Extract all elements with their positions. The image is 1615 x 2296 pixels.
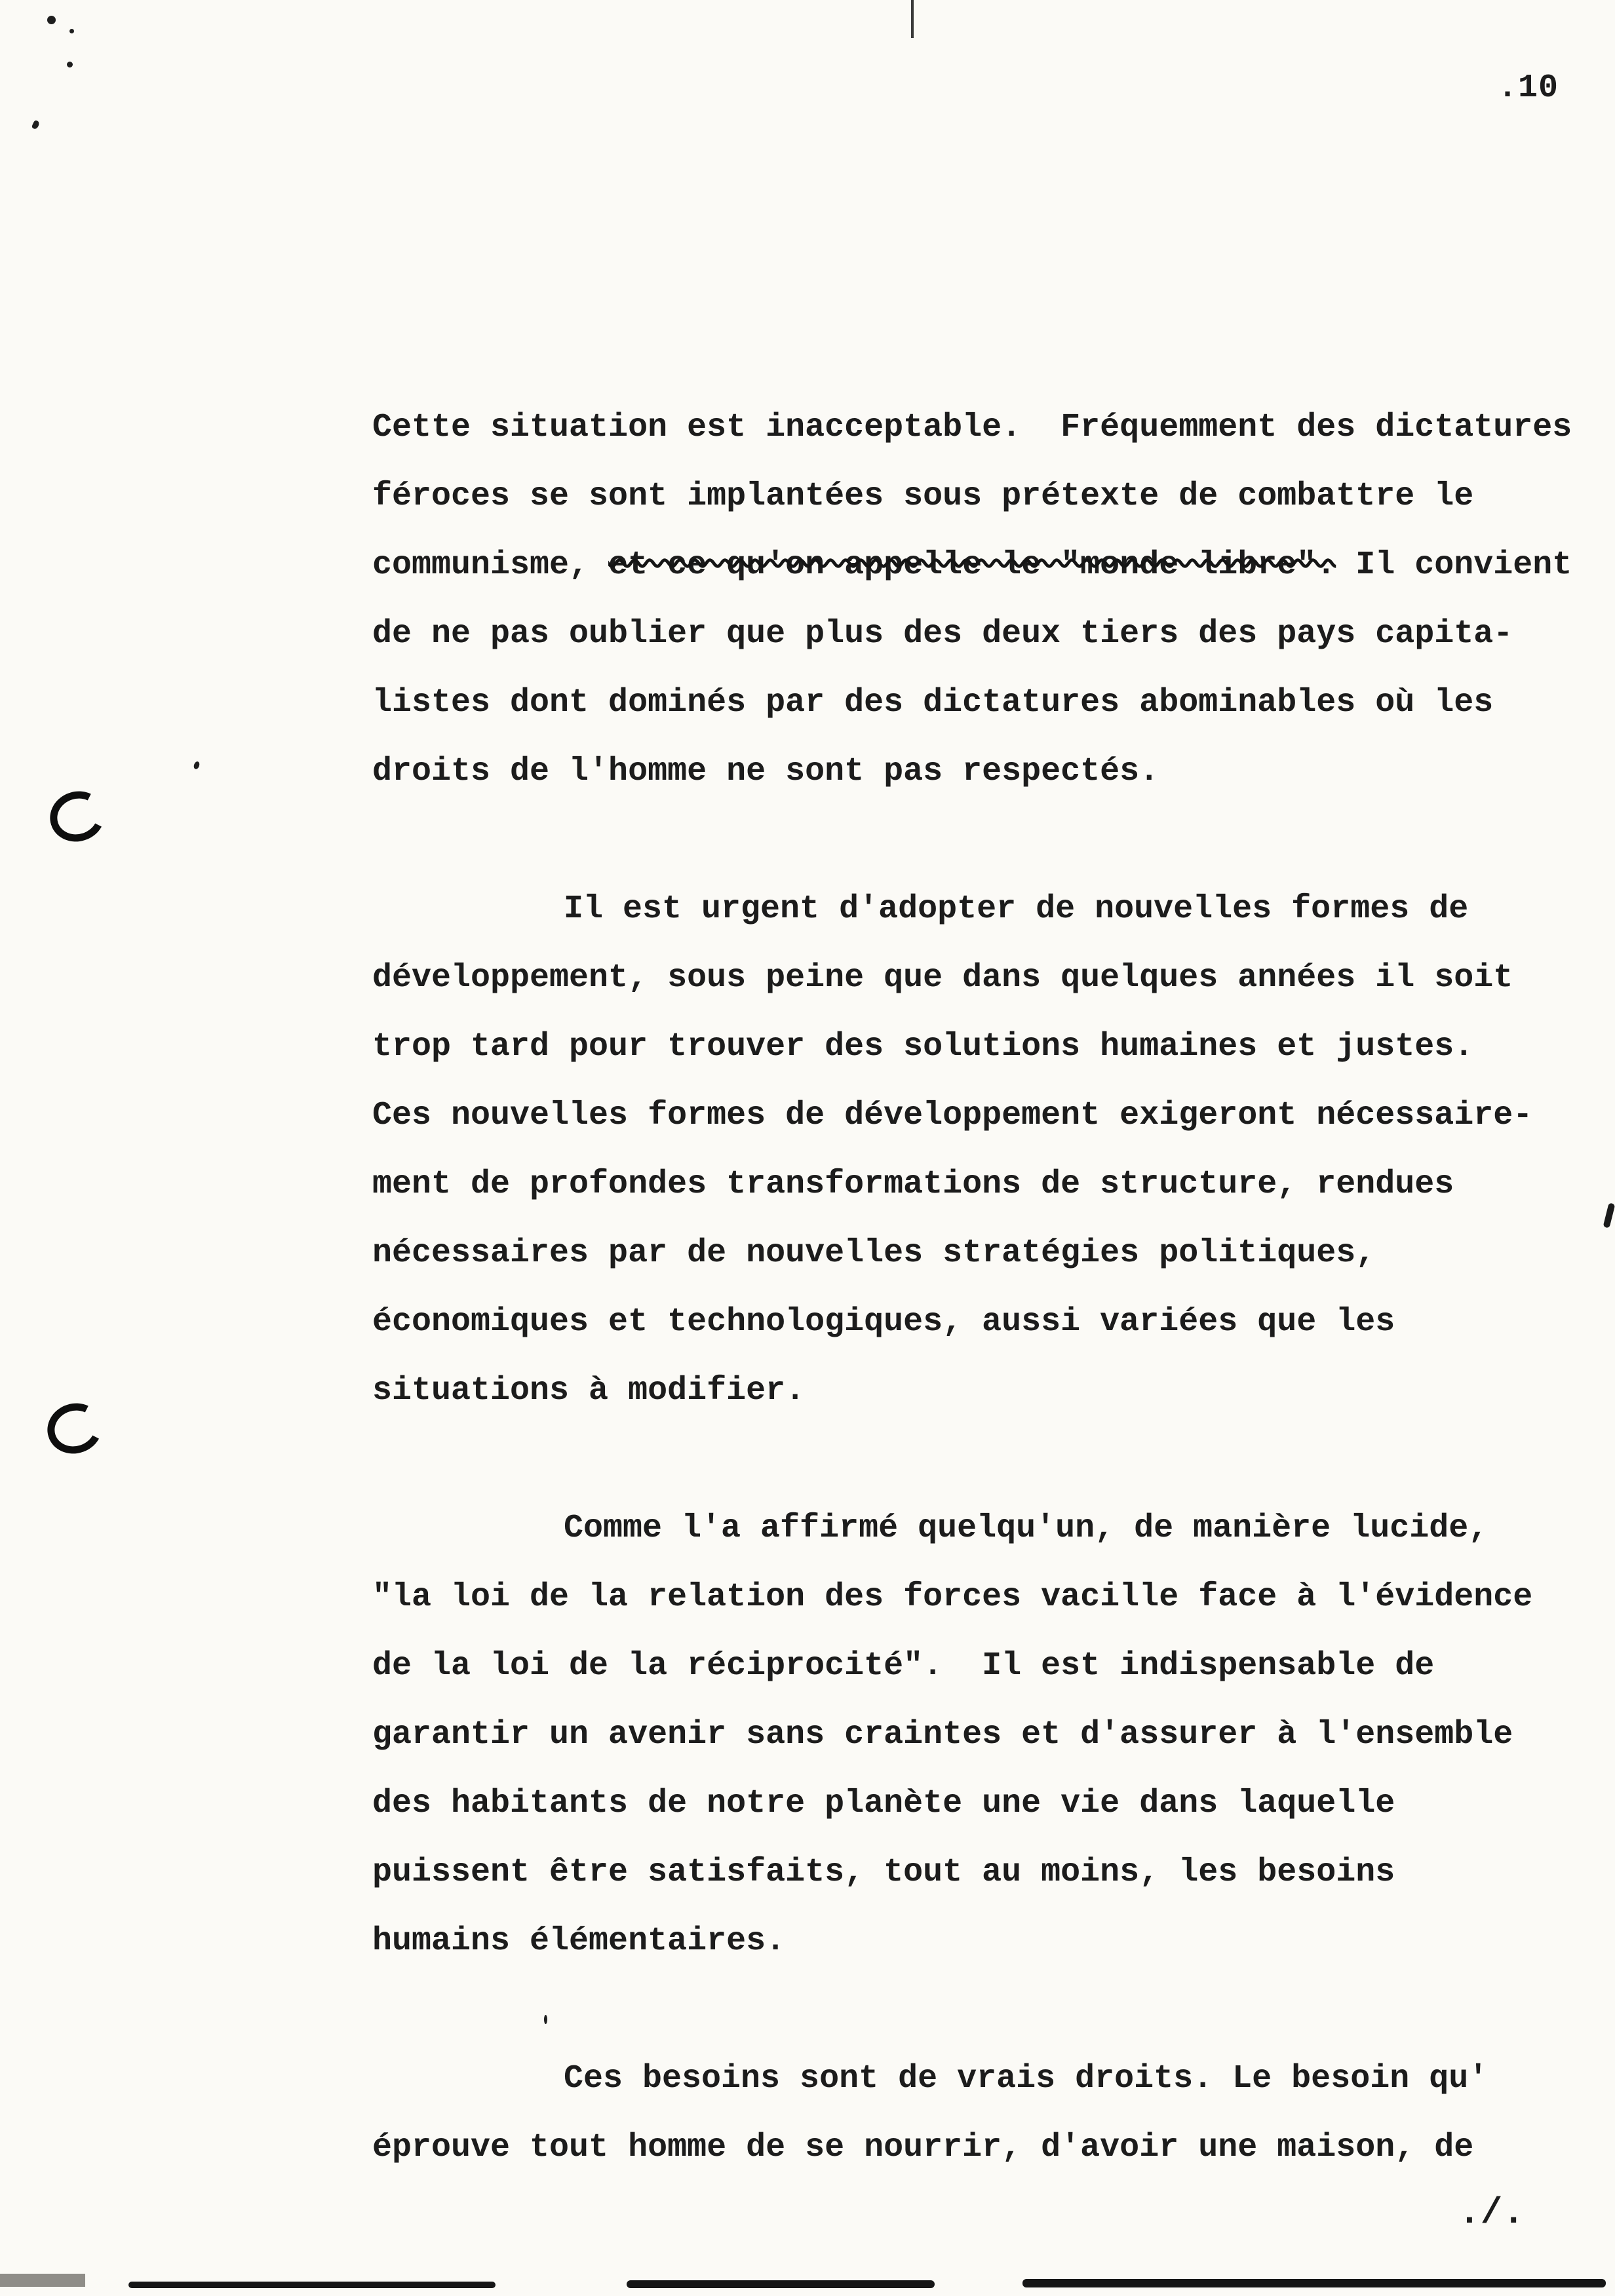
scan-edge-artifact (627, 2280, 935, 2288)
text-line: ment de profondes transformations de structure, rendues (372, 1166, 1454, 1203)
text-line: droits de l'homme ne sont pas respectés. (372, 753, 1159, 790)
text-line: féroces se sont implantées sous prétexte de combattre le (372, 478, 1474, 515)
text-segment: communisme, (372, 546, 609, 584)
text-line: développement, sous peine que dans quelques années il soit (372, 959, 1513, 997)
paragraph (372, 1494, 1615, 1976)
scan-speck (31, 120, 41, 130)
document-body (372, 393, 1615, 2182)
scan-speck (47, 16, 56, 24)
text-line: Ces besoins sont de vrais droits. Le besoin qu' (564, 2060, 1489, 2097)
text-segment: Il convient (1336, 546, 1572, 584)
text-line: nécessaires par de nouvelles stratégies politiques, (372, 1234, 1376, 1272)
text-line: Il est urgent d'adopter de nouvelles formes de (564, 890, 1469, 928)
scan-edge-artifact (128, 2282, 496, 2288)
paragraph (372, 2044, 1615, 2182)
binder-hole-mark (41, 1396, 108, 1461)
text-line: éprouve tout homme de se nourrir, d'avoir une maison, de (372, 2129, 1474, 2166)
text-line: des habitants de notre planète une vie dans laquelle (372, 1785, 1395, 1822)
text-line: listes dont dominés par des dictatures abominables où les (372, 684, 1494, 721)
binder-hole-mark (43, 784, 111, 849)
text-line: Cette situation est inacceptable. Fréquemment des dictatures (372, 409, 1572, 446)
scan-speck (544, 2015, 547, 2024)
scan-edge-artifact (0, 2274, 85, 2287)
struck-text: et ce qu'on appelle le "monde libre". (608, 546, 1336, 584)
paragraph (372, 875, 1615, 1425)
text-line: puissent être satisfaits, tout au moins, les besoins (372, 1854, 1395, 1891)
scan-speck (67, 62, 73, 67)
scan-speck (69, 29, 74, 33)
text-line: Comme l'a affirmé quelqu'un, de manière lucide, (564, 1510, 1489, 1547)
text-line (372, 531, 1615, 600)
text-line: humains élémentaires. (372, 1923, 786, 1960)
text-line: Ces nouvelles formes de développement exigeront nécessaire- (372, 1097, 1533, 1134)
text-line: de la loi de la réciprocité". Il est indispensable de (372, 1647, 1435, 1685)
text-line: de ne pas oublier que plus des deux tiers des pays capita- (372, 615, 1513, 653)
text-line: situations à modifier. (372, 1372, 806, 1409)
continuation-mark: ./. (1458, 2192, 1525, 2234)
paragraph (372, 393, 1615, 806)
text-line: trop tard pour trouver des solutions humaines et justes. (372, 1028, 1474, 1065)
text-line: garantir un avenir sans craintes et d'assurer à l'ensemble (372, 1716, 1513, 1753)
text-line: économiques et technologiques, aussi variées que les (372, 1303, 1395, 1341)
scan-edge-artifact (1022, 2279, 1606, 2287)
scan-speck (193, 761, 201, 770)
scan-edge-tick (911, 0, 914, 38)
page-number: .10 (1497, 69, 1559, 107)
text-line: "la loi de la relation des forces vacille face à l'évidence (372, 1578, 1533, 1616)
